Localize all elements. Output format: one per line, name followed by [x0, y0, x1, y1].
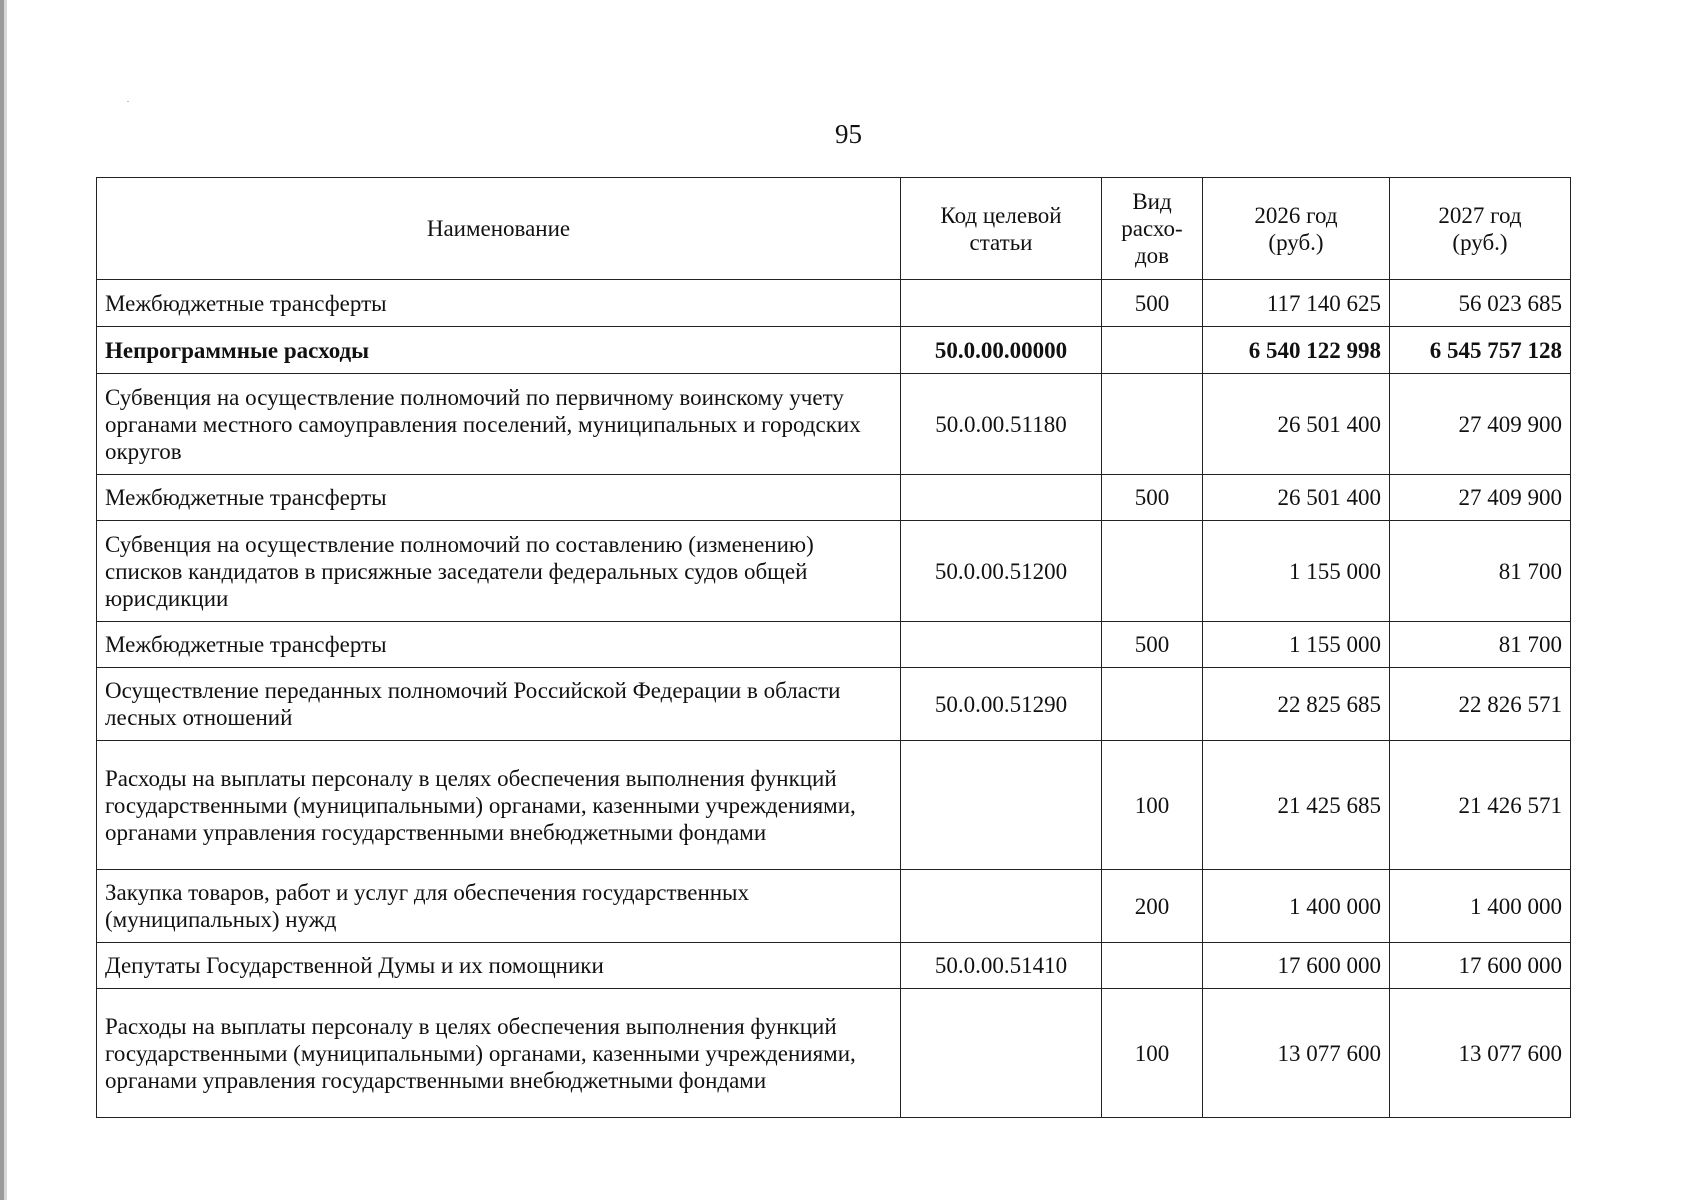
cell-code — [901, 741, 1102, 870]
header-kind — [1102, 178, 1203, 280]
cell-code: 50.0.00.51410 — [901, 943, 1102, 989]
scan-mark — [127, 101, 129, 102]
page-number: 95 — [835, 119, 862, 149]
table-row — [97, 475, 1571, 521]
cell-code — [901, 870, 1102, 943]
cell-2026: 17 600 000 — [1203, 943, 1390, 989]
cell-2026: 26 501 400 — [1203, 374, 1390, 475]
cell-kind: 100 — [1102, 989, 1203, 1118]
cell-name: Расходы на выплаты персоналу в целях обеспечения выполнения функций государственными (муниципальными) органами, казенными учреждениями, органами управления государственными внебюджетными фондами — [97, 989, 901, 1118]
cell-code — [901, 989, 1102, 1118]
cell-kind: 500 — [1102, 475, 1203, 521]
table-row-bold — [97, 327, 1571, 374]
cell-kind: 500 — [1102, 622, 1203, 668]
cell-name: Депутаты Государственной Думы и их помощники — [97, 943, 901, 989]
cell-2026: 1 155 000 — [1203, 521, 1390, 622]
cell-name: Осуществление переданных полномочий Российской Федерации в области лесных отношений — [97, 668, 901, 741]
cell-2027: 27 409 900 — [1390, 475, 1571, 521]
cell-code: 50.0.00.51200 — [901, 521, 1102, 622]
header-2026 — [1203, 178, 1390, 280]
table-row — [97, 943, 1571, 989]
cell-name: Расходы на выплаты персоналу в целях обеспечения выполнения функций государственными (муниципальными) органами, казенными учреждениями, органами управления государственными внебюджетными фондами — [97, 741, 901, 870]
header-kind-line1: Вид — [1132, 189, 1172, 214]
cell-2026: 21 425 685 — [1203, 741, 1390, 870]
table-row — [97, 374, 1571, 475]
cell-kind: 200 — [1102, 870, 1203, 943]
header-code — [901, 178, 1102, 280]
cell-name: Межбюджетные трансферты — [97, 622, 901, 668]
cell-2027: 6 545 757 128 — [1390, 327, 1571, 374]
cell-2026: 117 140 625 — [1203, 280, 1390, 327]
cell-2027: 56 023 685 — [1390, 280, 1571, 327]
cell-code — [901, 475, 1102, 521]
cell-2027: 21 426 571 — [1390, 741, 1571, 870]
header-code-line2: статьи — [969, 229, 1033, 255]
cell-kind: 100 — [1102, 741, 1203, 870]
cell-name: Непрограммные расходы — [97, 327, 901, 374]
header-kind-line2: расхо- — [1121, 216, 1183, 241]
cell-2026: 13 077 600 — [1203, 989, 1390, 1118]
cell-2027: 1 400 000 — [1390, 870, 1571, 943]
cell-2027: 81 700 — [1390, 622, 1571, 668]
cell-code: 50.0.00.51180 — [901, 374, 1102, 475]
header-kind-line3: дов — [1134, 243, 1170, 268]
cell-2026: 1 400 000 — [1203, 870, 1390, 943]
header-2027 — [1390, 178, 1571, 280]
cell-code: 50.0.00.00000 — [901, 327, 1102, 374]
table-row — [97, 668, 1571, 741]
header-2026-line2: (руб.) — [1268, 229, 1324, 255]
table-row — [97, 521, 1571, 622]
cell-name: Субвенция на осуществление полномочий по составлению (изменению) списков кандидатов в присяжные заседатели федеральных судов общей юрисдикции — [97, 521, 901, 622]
cell-2027: 27 409 900 — [1390, 374, 1571, 475]
cell-name: Межбюджетные трансферты — [97, 280, 901, 327]
cell-kind — [1102, 668, 1203, 741]
cell-name: Субвенция на осуществление полномочий по первичному воинскому учету органами местного самоуправления поселений, муниципальных и городских округов — [97, 374, 901, 475]
cell-2027: 81 700 — [1390, 521, 1571, 622]
table-row — [97, 280, 1571, 327]
table-row — [97, 870, 1571, 943]
cell-2026: 26 501 400 — [1203, 475, 1390, 521]
cell-kind — [1102, 521, 1203, 622]
table-row — [97, 741, 1571, 870]
cell-kind: 500 — [1102, 280, 1203, 327]
header-name — [97, 178, 901, 280]
cell-2027: 22 826 571 — [1390, 668, 1571, 741]
table-row — [97, 989, 1571, 1118]
header-2027-line1: 2027 год — [1438, 202, 1522, 228]
header-2027-line2: (руб.) — [1452, 229, 1508, 255]
header-2026-line1: 2026 год — [1254, 202, 1338, 228]
cell-2027: 17 600 000 — [1390, 943, 1571, 989]
table-row — [97, 622, 1571, 668]
cell-code — [901, 280, 1102, 327]
cell-code: 50.0.00.51290 — [901, 668, 1102, 741]
cell-kind — [1102, 327, 1203, 374]
header-row — [97, 178, 1571, 280]
cell-code — [901, 622, 1102, 668]
header-code-line1: Код целевой — [940, 202, 1062, 228]
cell-2026: 1 155 000 — [1203, 622, 1390, 668]
cell-2026: 22 825 685 — [1203, 668, 1390, 741]
budget-table — [96, 177, 1571, 1118]
scan-edge-left-inner — [4, 0, 7, 1200]
cell-name: Межбюджетные трансферты — [97, 475, 901, 521]
cell-name: Закупка товаров, работ и услуг для обеспечения государственных (муниципальных) нужд — [97, 870, 901, 943]
cell-kind — [1102, 943, 1203, 989]
cell-2026: 6 540 122 998 — [1203, 327, 1390, 374]
cell-kind — [1102, 374, 1203, 475]
cell-2027: 13 077 600 — [1390, 989, 1571, 1118]
header-name-label: Наименование — [426, 216, 571, 241]
